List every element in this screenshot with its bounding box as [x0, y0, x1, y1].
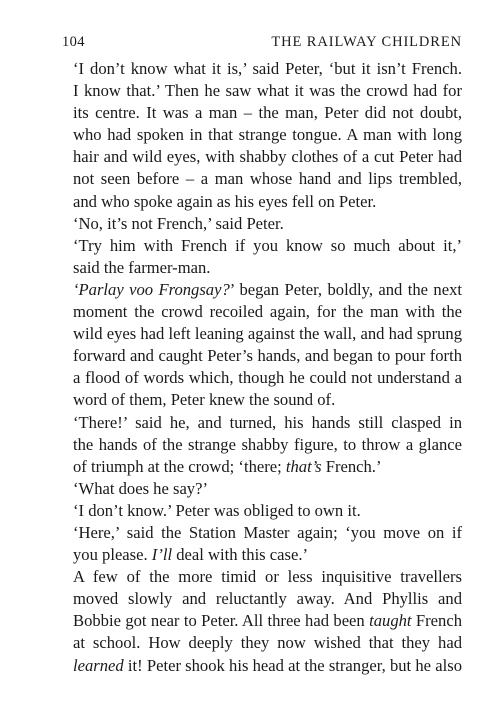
text-line — [62, 544, 462, 566]
paragraph — [62, 522, 462, 566]
text-line: who had spoken in that strange tongue. A man with long — [73, 125, 462, 145]
text-line: said the farmer-man. — [73, 257, 211, 277]
italic-phrase: taught — [369, 611, 412, 631]
paragraph — [62, 213, 462, 235]
text-run: French — [411, 611, 462, 631]
paragraph — [62, 478, 462, 500]
text-run: of triumph at the crowd; ‘there; — [73, 456, 286, 476]
page-number: 104 — [62, 34, 85, 50]
paragraph — [62, 58, 462, 213]
body-text — [62, 58, 462, 677]
paragraph — [62, 500, 462, 522]
text-line — [62, 610, 462, 632]
text-line: ‘I don’t know.’ Peter was obliged to own it. — [73, 500, 361, 520]
text-line: and who spoke again as his eyes fell on Peter. — [73, 191, 377, 211]
text-line: not seen before – a man whose hand and lips trembled, — [73, 169, 462, 189]
text-line: at school. How deeply they now wished that they had — [73, 633, 462, 653]
text-line — [62, 655, 462, 677]
text-run: deal with this case.’ — [172, 545, 309, 565]
paragraph — [62, 412, 462, 478]
text-line: its centre. It was a man – the man, Peter did not doubt, — [73, 103, 462, 123]
text-line: hair and wild eyes, with shabby clothes of a cut Peter had — [73, 147, 462, 167]
text-line: I know that.’ Then he saw what it was the crowd had for — [73, 81, 462, 101]
book-title: THE RAILWAY CHILDREN — [271, 34, 462, 50]
paragraph — [62, 566, 462, 676]
text-run: Bobbie got near to Peter. All three had been — [73, 611, 370, 631]
paragraph — [62, 235, 462, 279]
italic-phrase: that’s — [285, 456, 322, 476]
text-line: the hands of the strange shabby figure, to throw a glance — [73, 434, 462, 454]
text-line: forward and caught Peter’s hands, and began to pour forth — [73, 346, 462, 366]
text-run: you please. — [73, 545, 152, 565]
text-line: ‘I don’t know what it is,’ said Peter, ‘but it isn’t French. — [73, 59, 462, 78]
text-line: ‘What does he say?’ — [73, 478, 208, 498]
italic-phrase: ‘Parlay voo Frongsay? — [73, 279, 230, 299]
text-line: a flood of words which, though he could not understand a — [73, 368, 462, 388]
italic-phrase: I’ll — [151, 545, 173, 565]
text-run: French.’ — [321, 456, 382, 476]
italic-phrase: learned — [73, 655, 124, 675]
text-line — [62, 456, 462, 478]
text-run: ’ began Peter, boldly, and the next — [229, 279, 462, 299]
text-line: ‘Try him with French if you know so much about it,’ — [73, 235, 462, 255]
text-line: wild eyes had left leaning against the wall, and had sprung — [73, 324, 462, 344]
text-line: ‘There!’ said he, and turned, his hands still clasped in — [73, 412, 462, 432]
text-line: word of them, Peter knew the sound of. — [73, 390, 336, 410]
text-line: moved slowly and reluctantly away. And Phyllis and — [73, 589, 462, 609]
text-line: moment the crowd recoiled again, for the man with the — [73, 302, 462, 322]
text-line: ‘Here,’ said the Station Master again; ‘you move on if — [73, 522, 462, 542]
text-line — [62, 279, 462, 301]
running-head — [62, 34, 462, 52]
text-line: A few of the more timid or less inquisitive travellers — [73, 567, 462, 587]
text-run: it! Peter shook his head at the stranger, but he also — [123, 655, 462, 675]
text-line: ‘No, it’s not French,’ said Peter. — [73, 213, 284, 233]
paragraph — [62, 279, 462, 412]
